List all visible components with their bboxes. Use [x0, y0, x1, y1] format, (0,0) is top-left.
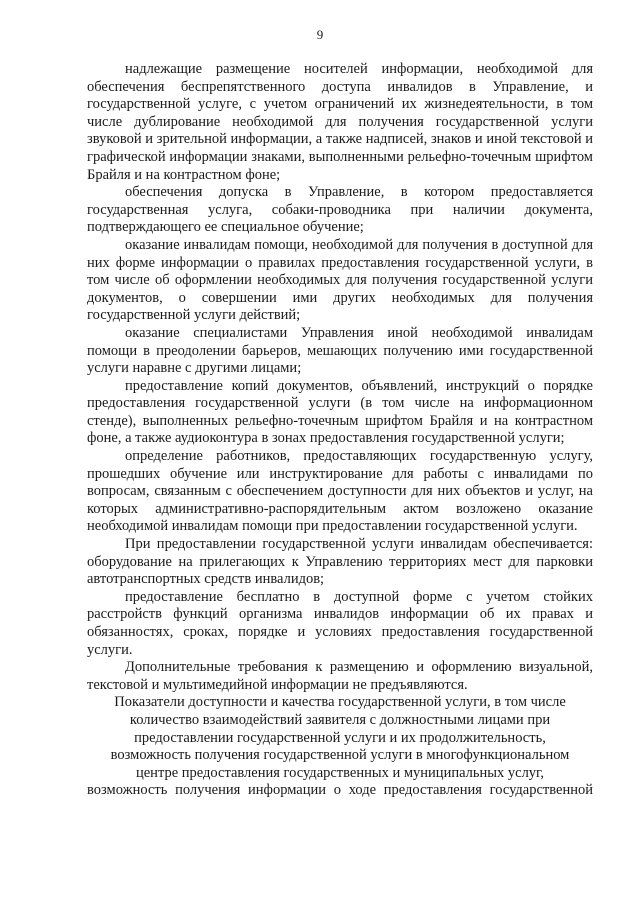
section-heading-line: Показатели доступности и качества государственной услуги, в том числе	[114, 694, 566, 711]
paragraph-guide-dog-access: обеспечения допуска в Управление, в котором предоставляется государственная услуга, собаки-проводника при наличии документа, подтверждающего ее специальное обучение;	[87, 184, 593, 236]
paragraph-additional-requirements: Дополнительные требования к размещению и оформлению визуальной, текстовой и мультимедийной информации не предъявляются.	[87, 659, 593, 693]
paragraph-placement-of-information: надлежащие размещение носителей информации, необходимой для обеспечения беспрепятственного доступа инвалидов в Управление, и государственной услуге, с учетом ограничений их жизнедеятельности, в том числе дублирование необходимой для получения государственной услуги звуковой и зрительной информации, а также надписей, знаков и иной текстовой и графической информации знаками, выполненными рельефно-точечным шрифтом Брайля и на контрастном фоне;	[87, 61, 593, 183]
section-heading-line: возможность получения информации о ходе предоставления государственной	[87, 782, 593, 799]
section-heading-accessibility-indicators	[87, 694, 593, 800]
paragraph-free-information: предоставление бесплатно в доступной форме с учетом стойких расстройств функций организма инвалидов информации об их правах и обязанностях, сроках, порядке и условиях предоставления государственной услуги.	[87, 588, 593, 658]
paragraph-parking-provision: При предоставлении государственной услуги инвалидам обеспечивается: оборудование на прилегающих к Управлению территориях мест для парковки автотранспортных средств инвалидов;	[87, 536, 593, 588]
page-number: 9	[316, 27, 324, 42]
paragraph-assistance-information: оказание инвалидам помощи, необходимой для получения в доступной для них форме информации о правилах предоставления государственной услуги, в том числе об оформлении необходимых для получения государственной услуги документов, о совершении ими других необходимых для получения государственной услуги действий;	[87, 236, 593, 324]
section-heading-line: возможность получения государственной услуги в многофункциональном	[110, 747, 570, 764]
paragraph-staff-training: определение работников, предоставляющих государственную услугу, прошедших обучение или инструктирование для работы с инвалидами по вопросам, связанным с обеспечением доступности для них объектов и услуг, на которых административно-распорядительным актом возложено оказание необходимой инвалидам помощи при предоставлении государственной услуги.	[87, 448, 593, 535]
paragraph-specialist-assistance: оказание специалистами Управления иной необходимой инвалидам помощи в преодолении барьеров, мешающих получению ими государственной услуги наравне с другими лицами;	[87, 324, 593, 377]
paragraph-braille-copies: предоставление копий документов, объявлений, инструкций о порядке предоставления государственной услуги (в том числе на информационном стенде), выполненных рельефно-точечным шрифтом Брайля и на контрастном фоне, а также аудиоконтура в зонах предоставления государственной услуги;	[87, 377, 593, 447]
section-heading-line: количество взаимодействий заявителя с должностными лицами при	[129, 711, 551, 728]
section-heading-line: центре предоставления государственных и муниципальных услуг,	[135, 764, 544, 781]
document-body	[87, 61, 593, 800]
section-heading-line: предоставлении государственной услуги и их продолжительность,	[134, 729, 546, 746]
